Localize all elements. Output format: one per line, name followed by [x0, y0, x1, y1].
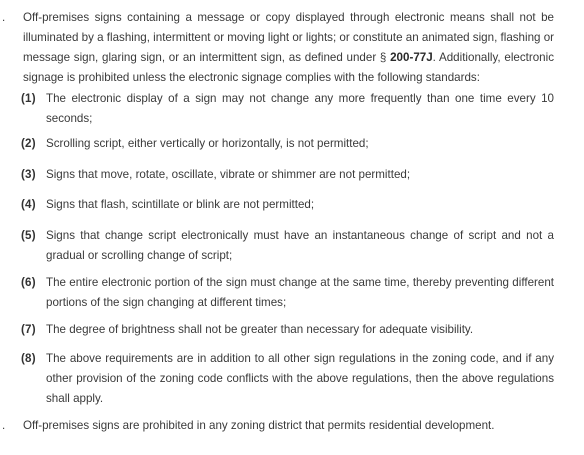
- standard-text: Scrolling script, either vertically or horizontally, is not permitted;: [46, 137, 369, 150]
- standard-text: Signs that change script electronically must have an instantaneous change of script and not a gradual or scrolling change of script;: [46, 229, 554, 262]
- final-text: Off-premises signs are prohibited in any zoning district that permits residential development.: [23, 419, 495, 432]
- standard-text: The above requirements are in addition to all other sign regulations in the zoning code, and if any other provision of the zoning code conflicts with the above regulations, then the above regulations shall apply.: [46, 352, 554, 405]
- intro-text: [23, 8, 554, 88]
- standard-text: The entire electronic portion of the sign must change at the same time, thereby preventing different portions of the sign changing at different times;: [46, 276, 554, 309]
- standard-text: Signs that move, rotate, oscillate, vibrate or shimmer are not permitted;: [46, 168, 411, 181]
- standard-text: The electronic display of a sign may not change any more frequently than one time every 10 seconds;: [46, 92, 554, 125]
- intro-text-after: . Additionally, electronic signage is prohibited unless the electronic signage complies with the following standards:: [23, 51, 555, 84]
- section-reference: 200-77J: [390, 51, 433, 64]
- standard-text: The degree of brightness shall not be greater than necessary for adequate visibility.: [46, 323, 474, 336]
- intro-marker: .: [2, 11, 6, 24]
- standard-text: Signs that flash, scintillate or blink are not permitted;: [46, 198, 315, 211]
- standard-number: (7): [21, 323, 36, 336]
- standard-number: (8): [21, 352, 36, 365]
- standard-number: (5): [21, 229, 36, 242]
- final-marker: .: [2, 419, 6, 432]
- intro-text-before: Off-premises signs containing a message or copy displayed through electronic means shall not be illuminated by a flashing, intermittent or moving light or lights; or constitute an animated sign, flashing or message sign, glaring sign, or an intermittent sign, as defined under §: [23, 11, 555, 64]
- standard-number: (2): [21, 137, 36, 150]
- standard-number: (4): [21, 198, 36, 211]
- standard-number: (1): [21, 92, 36, 105]
- standard-number: (6): [21, 276, 36, 289]
- standard-number: (3): [21, 168, 36, 181]
